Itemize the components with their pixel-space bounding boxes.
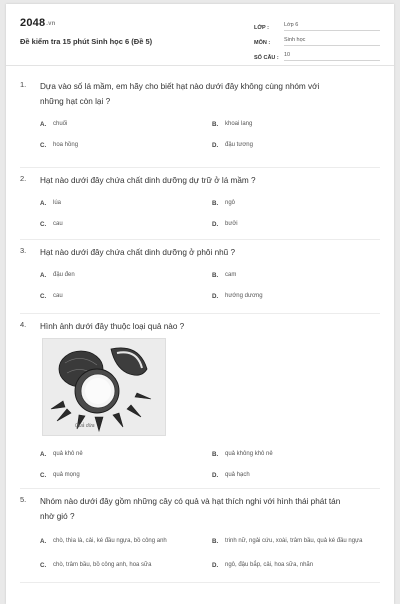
option-text: hướng dương (225, 292, 263, 299)
option-letter: C. (40, 292, 47, 300)
exam-title: Đề kiểm tra 15 phút Sinh học 6 (Đề 5) (20, 37, 153, 46)
meta-value: Sinh học (284, 37, 380, 46)
option-text: cau (53, 292, 63, 299)
question-text (40, 79, 380, 109)
meta-value: 10 (284, 52, 380, 61)
question-2 (20, 168, 380, 240)
option-text: chò, trâm bầu, bồ công anh, hoa sữa (53, 561, 152, 568)
option-text: khoai lang (225, 120, 253, 127)
question-line: Hình ảnh dưới đây thuộc loại quả nào ? (40, 322, 185, 331)
option-text: cau (53, 220, 63, 227)
option-letter: A. (40, 199, 47, 207)
question-number: 1. (20, 80, 27, 89)
option-text: chò, thìa là, cải, ké đầu ngựa, bồ công anh (53, 537, 167, 544)
options (40, 448, 380, 481)
option-b[interactable] (212, 537, 380, 546)
option-text: đậu đen (53, 271, 75, 278)
option-c[interactable] (40, 561, 212, 570)
question-head (20, 319, 380, 334)
figure-caption: Quả dừa (75, 423, 95, 429)
option-d[interactable] (212, 141, 380, 150)
option-d[interactable] (212, 471, 380, 480)
question-number: 2. (20, 174, 27, 183)
option-c[interactable] (40, 220, 212, 229)
question-head (20, 173, 380, 188)
options (40, 197, 380, 230)
option-text: trinh nữ, ngải cứu, xoài, trâm bầu, quả ké đầu ngựa (225, 537, 363, 544)
brand-suffix: .vn (46, 21, 56, 27)
option-letter: C. (40, 561, 47, 569)
options (40, 118, 380, 151)
option-row (40, 139, 380, 151)
option-c[interactable] (40, 141, 212, 150)
coconut-illustration (43, 339, 166, 436)
option-a[interactable] (40, 271, 212, 280)
option-d[interactable] (212, 220, 380, 229)
option-row (40, 118, 380, 130)
option-text: hoa hồng (53, 141, 79, 148)
exam-paper (6, 4, 394, 604)
question-number: 3. (20, 246, 27, 255)
question-head (20, 79, 380, 109)
option-c[interactable] (40, 292, 212, 301)
question-line: Nhóm nào dưới đây gồm những cây có quả và hạt thích nghi với hình thái phát tán (40, 497, 341, 506)
meta-row-subject (254, 33, 380, 46)
options (40, 269, 380, 302)
question-text (40, 245, 380, 260)
option-text: quả không khô nẻ (225, 450, 273, 457)
question-line: những hạt còn lại ? (40, 97, 111, 106)
question-1 (20, 66, 380, 168)
question-text (40, 173, 380, 188)
option-b[interactable] (212, 271, 380, 280)
option-letter: B. (212, 120, 219, 128)
meta-value: Lớp 6 (284, 22, 380, 31)
option-text: quả khô nẻ (53, 450, 83, 457)
option-text: quả hạch (225, 471, 250, 478)
option-text: chuối (53, 120, 68, 127)
question-text (40, 494, 380, 524)
meta-row-class (254, 18, 380, 31)
question-line: Hạt nào dưới đây chứa chất dinh dưỡng dự trữ ở lá mầm ? (40, 176, 256, 185)
question-head (20, 245, 380, 260)
option-letter: D. (212, 141, 219, 149)
option-letter: A. (40, 120, 47, 128)
coconut-figure (42, 338, 166, 436)
option-d[interactable] (212, 561, 380, 570)
option-text: ngô, đậu bắp, cải, hoa sữa, nhãn (225, 561, 314, 568)
option-letter: D. (212, 292, 219, 300)
question-text (40, 319, 380, 334)
meta-label: SỐ CÂU : (254, 55, 279, 61)
option-row (40, 448, 380, 460)
option-row (40, 559, 380, 571)
brand-name: 2048 (20, 17, 46, 29)
option-row (40, 269, 380, 281)
option-b[interactable] (212, 120, 380, 129)
option-a[interactable] (40, 120, 212, 129)
option-a[interactable] (40, 537, 212, 546)
option-text: quả mọng (53, 471, 80, 478)
option-letter: A. (40, 537, 47, 545)
question-line: nhờ gió ? (40, 512, 75, 521)
option-letter: A. (40, 450, 47, 458)
question-4 (20, 314, 380, 489)
exam-meta (254, 18, 380, 63)
exam-header (6, 4, 394, 66)
brand-logo[interactable] (20, 17, 56, 29)
option-letter: B. (212, 199, 219, 207)
meta-label: LỚP : (254, 25, 269, 31)
question-number: 4. (20, 320, 27, 329)
options (40, 530, 380, 571)
option-row (40, 197, 380, 209)
option-text: ngô (225, 199, 236, 206)
option-letter: D. (212, 561, 219, 569)
question-3 (20, 240, 380, 314)
option-letter: C. (40, 220, 47, 228)
question-number: 5. (20, 495, 27, 504)
meta-label: MÔN : (254, 40, 271, 46)
option-letter: A. (40, 271, 47, 279)
option-text: lúa (53, 199, 62, 206)
option-letter: C. (40, 141, 47, 149)
option-b[interactable] (212, 450, 380, 459)
option-row (40, 290, 380, 302)
option-letter: D. (212, 220, 219, 228)
option-letter: C. (40, 471, 47, 479)
option-row (40, 218, 380, 230)
question-line: Hạt nào dưới đây chứa chất dinh dưỡng ở phôi nhũ ? (40, 248, 236, 257)
option-d[interactable] (212, 292, 380, 301)
question-list (6, 66, 394, 583)
option-letter: B. (212, 450, 219, 458)
option-row (40, 469, 380, 481)
option-letter: B. (212, 271, 219, 279)
meta-row-count (254, 48, 380, 61)
option-c[interactable] (40, 471, 212, 480)
option-text: cam (225, 271, 237, 278)
option-row (40, 530, 380, 552)
question-5 (20, 489, 380, 583)
option-letter: D. (212, 471, 219, 479)
question-line: Dựa vào số lá mầm, em hãy cho biết hạt nào dưới đây không cùng nhóm với (40, 82, 320, 91)
option-text: đậu tương (225, 141, 253, 148)
option-a[interactable] (40, 199, 212, 208)
option-b[interactable] (212, 199, 380, 208)
question-head (20, 494, 380, 524)
option-a[interactable] (40, 450, 212, 459)
option-text: bưởi (225, 220, 238, 227)
option-letter: B. (212, 537, 219, 545)
